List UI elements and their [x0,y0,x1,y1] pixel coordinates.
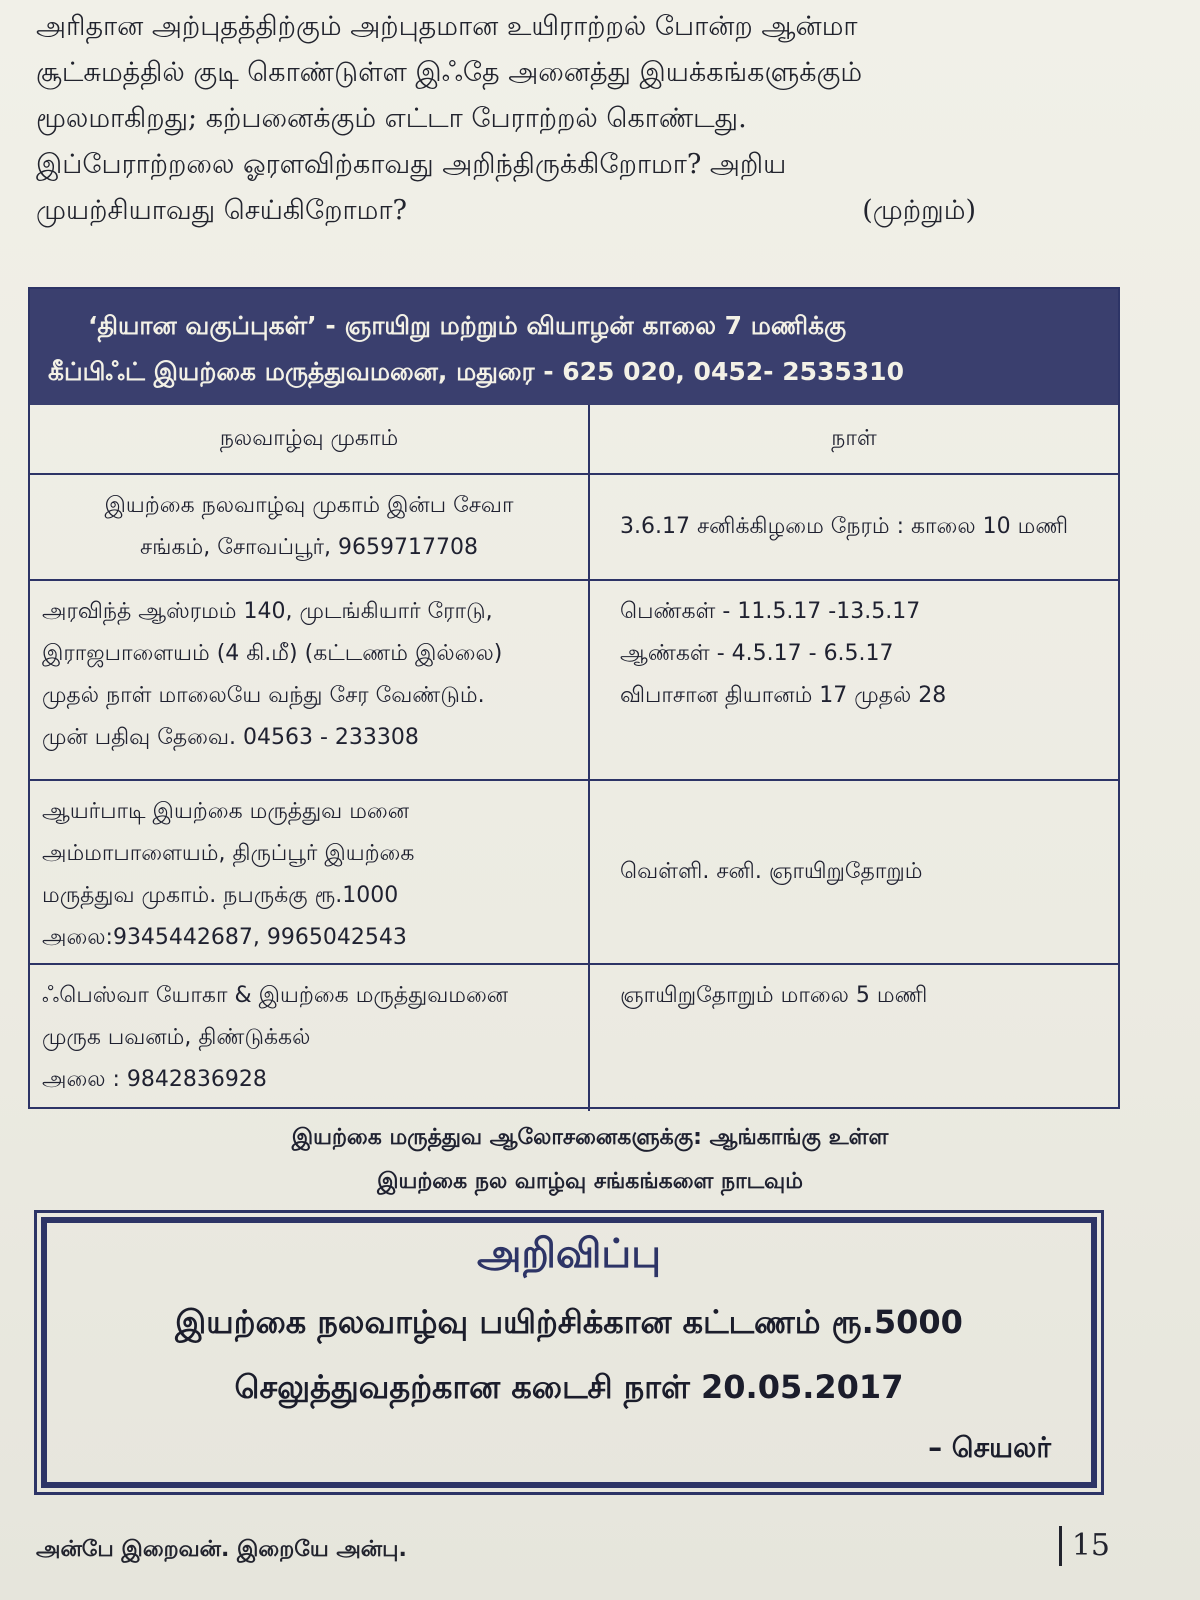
table-cell-date [590,581,1118,781]
footer-motto: அன்பே இறைவன். இறையே அன்பு. [36,1537,407,1562]
table-cell-date [590,781,1118,965]
cell-line: அரவிந்த் ஆஸ்ரமம் 140, முடங்கியார் ரோடு, [42,599,493,624]
cell-line: 3.6.17 சனிக்கிழமை நேரம் : காலை 10 மணி [620,514,1069,539]
end-mark: (முற்றும்) [862,195,976,226]
table-cell-camp [30,781,590,965]
notice-signature: – செயலர் [928,1431,1051,1464]
cell-line: வெள்ளி. சனி. ஞாயிறுதோறும் [620,859,923,884]
cell-line: அலை : 9842836928 [42,1067,267,1092]
cell-line: ஆண்கள் - 4.5.17 - 6.5.17 [620,641,894,666]
notice-inner-frame [41,1217,1097,1488]
advice-line: இயற்கை மருத்துவ ஆலோசனைகளுக்கு: ஆங்காங்கு உள்ள [291,1125,889,1150]
column-header-camp: நலவாழ்வு முகாம் [30,405,590,475]
intro-line: அரிதான அற்புதத்திற்கும் அற்புதமான உயிராற்றல் போன்ற ஆன்மா [36,11,858,42]
table-cell-date [590,475,1118,581]
intro-line: மூலமாகிறது; கற்பனைக்கும் எட்டா பேராற்றல் கொண்டது. [36,103,747,134]
cell-line: பெண்கள் - 11.5.17 -13.5.17 [620,599,921,624]
intro-line: முயற்சியாவது செய்கிறோமா? [36,195,407,226]
cell-line: இயற்கை நலவாழ்வு முகாம் இன்ப சேவா [104,493,514,518]
cell-line: மருத்துவ முகாம். நபருக்கு ரூ.1000 [42,883,399,908]
table-grid [30,405,1118,1111]
table-cell-camp [30,581,590,781]
intro-paragraph [36,4,1146,234]
page-number: 15 [1059,1526,1110,1566]
table-cell-camp [30,965,590,1111]
camp-schedule-table [28,287,1120,1109]
banner-line: கீப்பிஃட் இயற்கை மருத்துவமனை, மதுரை - 625 020, 0452- 2535310 [48,357,904,386]
cell-line: முருக பவனம், திண்டுக்கல் [42,1025,311,1050]
notice-deadline-line: செலுத்துவதற்கான கடைசி நாள் 20.05.2017 [234,1368,904,1406]
notice-fee-line: இயற்கை நலவாழ்வு பயிற்சிக்கான கட்டணம் ரூ.5000 [175,1303,963,1341]
cell-line: விபாசான தியானம் 17 முதல் 28 [620,683,947,708]
cell-line: சங்கம், சோவப்பூர், 9659717708 [140,535,478,560]
intro-line: இப்பேராற்றலை ஓரளவிற்காவது அறிந்திருக்கிறோமா? அறிய [36,149,787,180]
consultation-advice [150,1116,1030,1204]
notice-title: அறிவிப்பு [477,1231,661,1277]
cell-line: ஃபெஸ்வா யோகா & இயற்கை மருத்துவமனை [42,983,509,1008]
banner-line: ‘தியான வகுப்புகள்’ - ஞாயிறு மற்றும் வியாழன் காலை 7 மணிக்கு [88,311,847,340]
cell-line: இராஜபாளையம் (4 கி.மீ) (கட்டணம் இல்லை) [42,641,503,666]
cell-line: முன் பதிவு தேவை. 04563 - 233308 [42,725,419,750]
table-cell-camp [30,475,590,581]
column-header-date: நாள் [590,405,1118,475]
notice-box [34,1210,1104,1495]
cell-line: ஞாயிறுதோறும் மாலை 5 மணி [620,983,928,1008]
cell-line: ஆயர்பாடி இயற்கை மருத்துவ மனை [42,799,410,824]
intro-line: சூட்சுமத்தில் குடி கொண்டுள்ள இஃதே அனைத்து இயக்கங்களுக்கும் [36,57,863,88]
cell-line: அம்மாபாளையம், திருப்பூர் இயற்கை [42,841,415,866]
advice-line: இயற்கை நல வாழ்வு சங்கங்களை நாடவும் [377,1169,803,1194]
cell-line: அலை:9345442687, 9965042543 [42,925,407,950]
cell-line: முதல் நாள் மாலையே வந்து சேர வேண்டும். [42,683,485,708]
intro-last-line [36,188,1146,234]
meditation-class-banner [30,289,1118,405]
table-cell-date [590,965,1118,1111]
